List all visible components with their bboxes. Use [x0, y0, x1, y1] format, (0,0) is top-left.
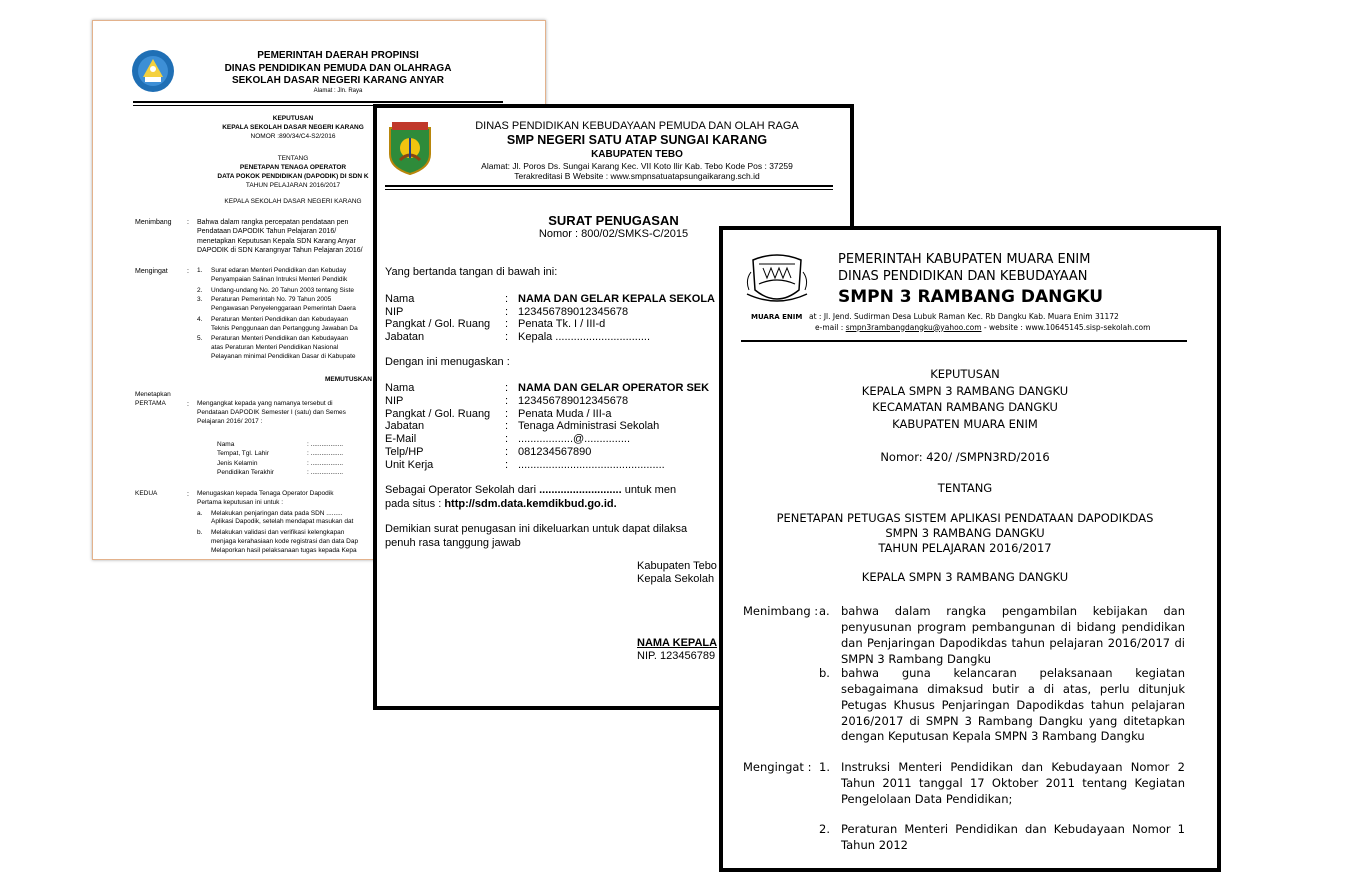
detail-row: NIP : 123456789012345678	[385, 305, 629, 318]
detail-row: E-Mail : ..................@...............	[385, 433, 631, 446]
mengingat-1-marker: 1.	[819, 760, 830, 774]
letter-title: SURAT PENUGASAN	[548, 213, 679, 228]
tentang-label: TENTANG	[937, 481, 993, 495]
decree-subject-line: PENETAPAN PETUGAS SISTEM APLIKASI PENDATAAN DAPODIKDAS	[776, 511, 1154, 525]
letterhead-line-1: PEMERINTAH DAERAH PROPINSI	[257, 50, 419, 61]
closing-paragraph	[385, 522, 687, 550]
mengingat-2-text: Peraturan Menteri Pendidikan dan Kebudayaan Nomor 1 Tahun 2012	[841, 822, 1185, 852]
letterhead-address: Alamat: Jl. Poros Ds. Sungai Karang Kec. VII Koto Ilir Kab. Tebo Kode Pos : 37259	[481, 160, 793, 171]
field-row: Pendidikan Terakhir : ..................	[217, 469, 344, 477]
detail-row: Jabatan : Kepala ...............................	[385, 330, 651, 343]
crest-caption: MUARA ENIM	[751, 313, 803, 321]
contact-line: e-mail : smpn3rambangdangku@yahoo.com - website : www.10645145.sisp-sekolah.com	[815, 322, 1151, 332]
kedua-line: Pertama keputusan ini untuk :	[197, 498, 283, 506]
decree-head: KEPALA SEKOLAH DASAR NEGERI KARANG	[224, 198, 362, 205]
letterhead-address	[809, 312, 1221, 333]
memutuskan-label: MEMUTUSKAN	[325, 376, 372, 383]
decree-title-line: KEPUTUSAN	[930, 367, 1000, 381]
decree-title	[743, 366, 1187, 433]
letterhead	[447, 120, 827, 182]
mengingat-item: 2. Undang-undang No. 20 Tahun 2003 tentang Siste	[197, 286, 354, 294]
letterhead-rule	[741, 340, 1187, 342]
decree-subject	[743, 511, 1187, 556]
menimbang-line: DAPODIK di SDN Karangnyar Tahun Pelajaran 2016/	[197, 247, 363, 255]
kedua-item: b. Melakukan validasi dan verifikasi kelengkapan menjaga kerahasiaan kode registrasi dan data Dap Melaporkan hasil pelaksanaan tugas kepada Kepa	[197, 529, 359, 554]
kedua-line: Menugaskan kepada Tenaga Operator Dapodik	[197, 490, 334, 497]
field-row: Nama : ..................	[217, 441, 344, 448]
mengingat-2-marker: 2.	[819, 822, 830, 836]
email-link[interactable]: smpn3rambangdangku@yahoo.com	[845, 322, 982, 332]
menimbang-line: menetapkan Keputusan Kepala SDN Karang Anyar	[197, 237, 356, 245]
signature-name: NAMA KEPALA	[637, 637, 718, 649]
mengingat-label: Mengingat	[135, 268, 168, 275]
pertama-line: Pelajaran 2016/ 2017 :	[197, 417, 263, 425]
signature-place	[637, 560, 717, 586]
letterhead-address: Alamat : Jln. Raya	[313, 87, 363, 94]
document-smpn3-rambang-dangku	[719, 226, 1221, 872]
kabupaten-tebo-crest-icon	[386, 120, 434, 176]
detail-row: Pangkat / Gol. Ruang : Penata Muda / III-a	[385, 407, 612, 420]
field-row: Jenis Kelamin : ..................	[217, 459, 344, 467]
decree-title-line: KEPALA SEKOLAH DASAR NEGERI KARANG	[222, 123, 364, 131]
mengingat-item: 1. Surat edaran Menteri Pendidikan dan Kebuday Penyampaian Salinan Intruksi Menteri Pendidik	[197, 267, 348, 283]
letterhead	[838, 252, 1103, 308]
decree-subject-line: SMPN 3 RAMBANG DANGKU	[885, 525, 1045, 540]
detail-row: Nama : NAMA DAN GELAR KEPALA SEKOLA	[385, 293, 715, 305]
mengingat-label: Mengingat :	[743, 760, 812, 774]
letterhead-school-name: SMP NEGERI SATU ATAP SUNGAI KARANG	[506, 133, 768, 148]
letterhead-line-3: SEKOLAH DASAR NEGERI KARANG ANYAR	[231, 75, 445, 86]
letterhead-line-2: DINAS PENDIDIKAN DAN KEBUDAYAAN	[838, 268, 1088, 284]
mengingat-item: 3. Peraturan Pemerintah No. 79 Tahun 2005 Pengawasan Penyelenggaraan Pemerintah Daera	[197, 296, 356, 313]
operator-fields	[217, 440, 343, 478]
mengingat-item: 5. Peraturan Menteri Pendidikan dan Kebudayaan atas Peraturan Menteri Pendidikan Nasional Pelayanan minimal Pendidikan Dasar di Kabupate	[197, 335, 356, 360]
intro-text: Yang bertanda tangan di bawah ini:	[385, 266, 558, 278]
letter-number: Nomor : 800/02/SMKS-C/2015	[538, 228, 689, 240]
mengingat-item: 4. Peraturan Menteri Pendidikan dan Kebudayaan Teknis Penggunaan dan Pertanggung Jawaban Da	[197, 315, 358, 332]
decree-head: KEPALA SMPN 3 RAMBANG DANGKU	[861, 570, 1069, 584]
muara-enim-crest-icon	[745, 250, 809, 316]
menimbang-a-marker: a.	[819, 604, 830, 618]
document-sdn-karang-anyar: PEMERINTAH DAERAH PROPINSI DINAS PENDIDIKAN PEMUDA DAN OLAHRAGA SEKOLAH DASAR NEGERI KARANG ANYAR Alamat : Jln. Raya KEPUTUSAN KEPALA SEKOLAH DASAR NEGERI KARANG NOMOR :890/34/C4-S2/2016 TENTANG PENETAPAN TENAGA OPERATOR DATA POKOK PENDIDIKAN (DAPODIK) DI SDN K TAHUN PELAJARAN 2016/2017 KEPALA SEKOLAH DASAR NEGERI KARANG Menimbang : Bahwa dalam rangka percepatan pendataan pen Pendataan DAPODIK Tahun Pelajaran 2016/ menetapkan Keputusan Kepala SDN Karang Anyar DAPODIK di SDN Karangnyar Tahun Pelajaran 2016/ Mengingat : 1. Surat edaran Menteri Pendidikan dan Kebuday Penyampaian Salinan Intruksi Menteri Pendidik 2. Undang-undang No. 20 Tahun 2003 tentang Siste 3. Peraturan Pemerintah No. 79 Tahun 2005 Pengawasan Penyelenggaraan Pemerintah Daera 4. Peraturan Menteri Pendidikan dan Kebudayaan Teknis Penggunaan dan Pertanggung Jawaban Da 5. Peraturan Menteri Pendidikan dan Kebudayaan atas Peraturan Menteri Pendidikan Nasional Pelayanan minimal Pendidikan Dasar di Kabupate MEMUTUSKAN Menetapkan PERTAMA : Mengangkat kepada yang namanya tersebut di Pendataan DAPODIK Semester I (satu) dan Semes Pelajaran 2016/ 2017 : Nama : .................. Tempat, Tgl. Lahir : .................. Jenis Kelamin : .................. Pendidikan Terakhir : .................. KEDUA : Menugaskan kepada Tenaga Operator Dapodik Pertama keputusan ini untuk : a. Melakukan penjaringan data pada SDN ......... Aplikasi Dapodik, setelah mendapat masukan dat b. Melakukan validasi dan verifikasi kelengkapan menjaga kerahasiaan kode registrasi dan data Dap Melaporkan hasil pelaksanaan tugas kepada Kepa	[92, 20, 546, 560]
kedua-label: KEDUA	[135, 490, 158, 497]
detail-row: Unit Kerja : ................................................	[385, 458, 665, 471]
kedua-item: a. Melakukan penjaringan data pada SDN ......... Aplikasi Dapodik, setelah mendapat masukan dat	[197, 509, 354, 526]
decree-title-line: KEPUTUSAN	[272, 115, 314, 122]
pertama-line: Mengangkat kepada yang namanya tersebut di	[197, 400, 333, 407]
letterhead-website: Terakreditasi B Website : www.smpnsatuatapsungaikarang.sch.id	[514, 171, 760, 182]
operator-details	[385, 382, 709, 472]
detail-row: Telp/HP : 081234567890	[385, 445, 592, 458]
decree-title-line: KEPALA SMPN 3 RAMBANG DANGKU	[861, 383, 1069, 398]
letterhead-line-1: DINAS PENDIDIKAN KEBUDAYAAN PEMUDA DAN OLAH RAGA	[475, 120, 799, 132]
decree-title-line: KABUPATEN MUARA ENIM	[892, 417, 1038, 432]
task-paragraph: Sebagai Operator Sekolah dari ........................... untuk men pada situs : http://sdm.data.kemdikbud.go.id.	[385, 484, 677, 510]
detail-row: Pangkat / Gol. Ruang : Penata Tk. I / III-d	[385, 318, 606, 330]
pertama-line: Pendataan DAPODIK Semester I (satu) dan Semes	[197, 408, 346, 416]
signer-details	[385, 293, 715, 343]
menimbang-b-marker: b.	[819, 666, 830, 680]
field-row: Tempat, Tgl. Lahir : ..................	[217, 450, 344, 458]
menimbang-a-text: bahwa dalam rangka pengambilan kebijakan dan penyusunan program pembangunan di bidang pendidikan dan Penjaringan Dapodikdas tahun pelajaran 2016/2017 di SMPN 3 Rambang Dangku	[841, 604, 1185, 666]
letterhead-line-2: DINAS PENDIDIKAN PEMUDA DAN OLAHRAGA	[224, 62, 452, 74]
decree-number: NOMOR :890/34/C4-S2/2016	[250, 132, 336, 140]
decree-subject-line: TAHUN PELAJARAN 2016/2017	[245, 181, 341, 189]
letterhead-rule	[385, 185, 833, 190]
letterhead	[173, 50, 503, 95]
closing-line: Demikian surat penugasan ini dikeluarkan untuk dapat dilaksa	[385, 523, 688, 535]
signature-location: Kabupaten Tebo	[637, 560, 717, 572]
address-line: at : Jl. Jend. Sudirman Desa Lubuk Raman Kec. Rb Dangku Kab. Muara Enim 31172	[809, 312, 1119, 321]
decree-number: Nomor: 420/ /SMPN3RD/2016	[880, 450, 1050, 464]
menimbang-line: Pendataan DAPODIK Tahun Pelajaran 2016/	[197, 228, 337, 236]
decree-subject-line: DATA POKOK PENDIDIKAN (DAPODIK) DI SDN K	[217, 172, 369, 180]
tentang-label: TENTANG	[277, 155, 309, 162]
signature-role: Kepala Sekolah	[637, 573, 715, 585]
tut-wuri-handayani-logo-icon	[131, 49, 175, 93]
menimbang-b-text: bahwa guna kelancaran pelaksanaan kegiatan sebagaimana dimaksud butir a di atas, perlu ditunjuk Petugas Khusus Penjaringan Dapodikdas tahun pelajaran 2016/2017 di SMPN 3 Rambang Dangku yang ditetapkan dengan Keputusan Kepala SMPN 3 Rambang Dangku	[841, 666, 1185, 744]
detail-row: Jabatan : Tenaga Administrasi Sekolah	[385, 420, 660, 433]
pertama-label: PERTAMA	[135, 400, 166, 407]
signature-nip: NIP. 123456789	[637, 650, 716, 662]
letterhead-school-name: SMPN 3 RAMBANG DANGKU	[838, 286, 1104, 307]
letterhead-line-3: KABUPATEN TEBO	[591, 148, 683, 160]
assign-text: Dengan ini menugaskan :	[385, 356, 510, 368]
website-text: - website : www.10645145.sisp-sekolah.com	[981, 322, 1151, 332]
detail-row: Nama : NAMA DAN GELAR OPERATOR SEK	[385, 382, 710, 394]
mengingat-1-text: Instruksi Menteri Pendidikan dan Kebudayaan Nomor 2 Tahun 2011 tanggal 17 Oktober 2011 tentang Kegiatan Pengelolaan Data Pendidikan;	[841, 760, 1185, 806]
closing-line: penuh rasa tanggung jawab	[385, 537, 521, 549]
decree-title-line: KECAMATAN RAMBANG DANGKU	[872, 400, 1058, 415]
menimbang-line: Bahwa dalam rangka percepatan pendataan pen	[197, 219, 349, 226]
menetapkan-label: Menetapkan	[135, 391, 171, 398]
detail-row: NIP : 123456789012345678	[385, 394, 629, 407]
decree-subject-line: TAHUN PELAJARAN 2016/2017	[878, 540, 1052, 555]
sdm-url-link[interactable]: http://sdm.data.kemdikbud.go.id.	[444, 498, 617, 510]
decree-subject-line: PENETAPAN TENAGA OPERATOR	[239, 164, 347, 171]
letterhead-line-1: PEMERINTAH KABUPATEN MUARA ENIM	[838, 252, 1091, 267]
menimbang-label: Menimbang :	[743, 604, 819, 618]
menimbang-label: Menimbang	[135, 219, 172, 226]
